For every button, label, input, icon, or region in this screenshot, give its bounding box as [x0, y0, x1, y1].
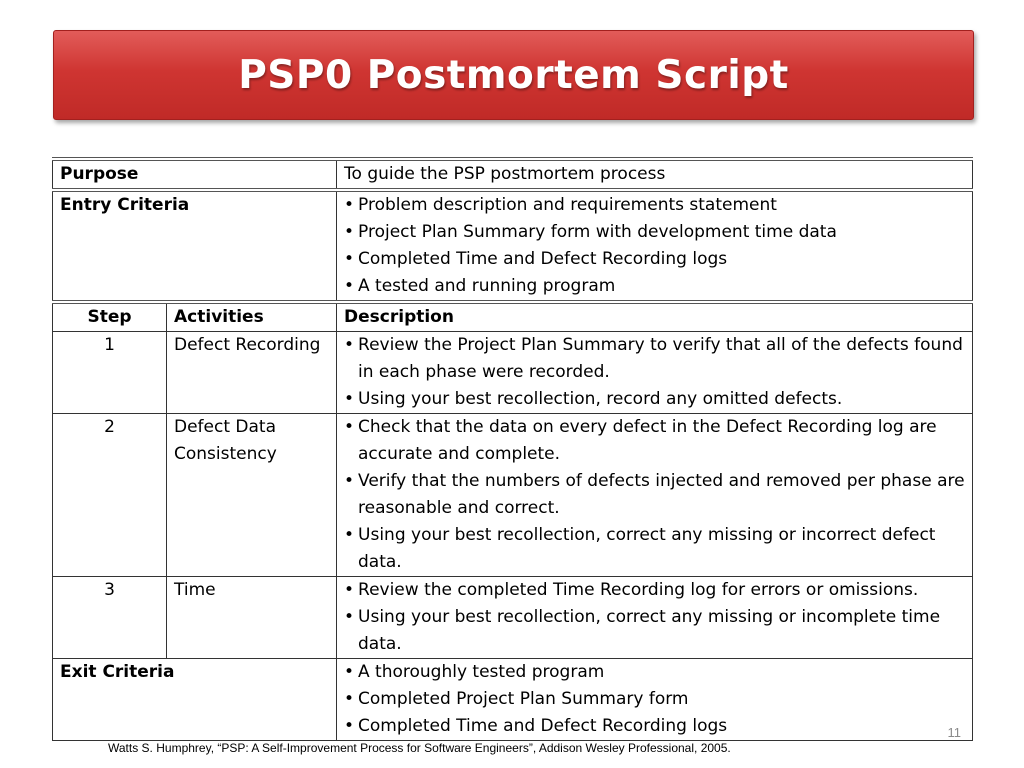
bullet-item: • Using your best recollection, correct any missing or incomplete time data.: [344, 604, 972, 658]
step-description: [337, 332, 973, 414]
slide-title: PSP0 Postmortem Script: [238, 52, 789, 98]
step-header-row: [53, 302, 973, 332]
step-description-list: [344, 577, 972, 658]
entry-criteria-cell: [337, 190, 973, 302]
exit-criteria-cell: [337, 659, 973, 741]
bullet-item: • Verify that the numbers of defects injected and removed per phase are reasonable and correct.: [344, 468, 972, 522]
purpose-row: [53, 159, 973, 190]
step-activity: Defect Recording: [167, 332, 337, 414]
bullet-item: • Completed Project Plan Summary form: [344, 686, 972, 713]
exit-criteria-row: [53, 659, 973, 741]
step-activity: Defect Data Consistency: [167, 414, 337, 577]
step-number: 3: [53, 577, 167, 659]
postmortem-script-table: [52, 157, 973, 741]
step-description: [337, 414, 973, 577]
entry-criteria-list: [344, 192, 972, 300]
slide-number: 11: [947, 725, 961, 740]
description-header: Description: [337, 302, 973, 332]
title-banner: [53, 30, 974, 120]
bullet-item: • Completed Time and Defect Recording logs: [344, 246, 972, 273]
step-description: [337, 577, 973, 659]
bullet-item: • Review the completed Time Recording log for errors or omissions.: [344, 577, 972, 604]
purpose-text: To guide the PSP postmortem process: [337, 159, 973, 190]
bullet-item: • Using your best recollection, record any omitted defects.: [344, 386, 972, 413]
step-header: Step: [53, 302, 167, 332]
entry-criteria-row: [53, 190, 973, 302]
bullet-item: • Problem description and requirements statement: [344, 192, 972, 219]
exit-criteria-list: [344, 659, 972, 740]
step-number: 2: [53, 414, 167, 577]
step-activity: Time: [167, 577, 337, 659]
step-row: [53, 414, 973, 577]
step-number: 1: [53, 332, 167, 414]
bullet-item: • Using your best recollection, correct any missing or incorrect defect data.: [344, 522, 972, 576]
citation-footnote: Watts S. Humphrey, “PSP: A Self-Improvement Process for Software Engineers”, Addison Wesley Professional, 2005.: [108, 741, 731, 755]
entry-criteria-label: Entry Criteria: [53, 190, 337, 302]
bullet-item: • A tested and running program: [344, 273, 972, 300]
step-row: [53, 577, 973, 659]
bullet-item: • A thoroughly tested program: [344, 659, 972, 686]
bullet-item: • Check that the data on every defect in the Defect Recording log are accurate and complete.: [344, 414, 972, 468]
bullet-item: • Completed Time and Defect Recording logs: [344, 713, 972, 740]
bullet-item: • Project Plan Summary form with development time data: [344, 219, 972, 246]
step-row: [53, 332, 973, 414]
step-description-list: [344, 414, 972, 576]
step-description-list: [344, 332, 972, 413]
bullet-item: • Review the Project Plan Summary to verify that all of the defects found in each phase were recorded.: [344, 332, 972, 386]
exit-criteria-label: Exit Criteria: [53, 659, 337, 741]
purpose-label: Purpose: [53, 159, 337, 190]
activities-header: Activities: [167, 302, 337, 332]
